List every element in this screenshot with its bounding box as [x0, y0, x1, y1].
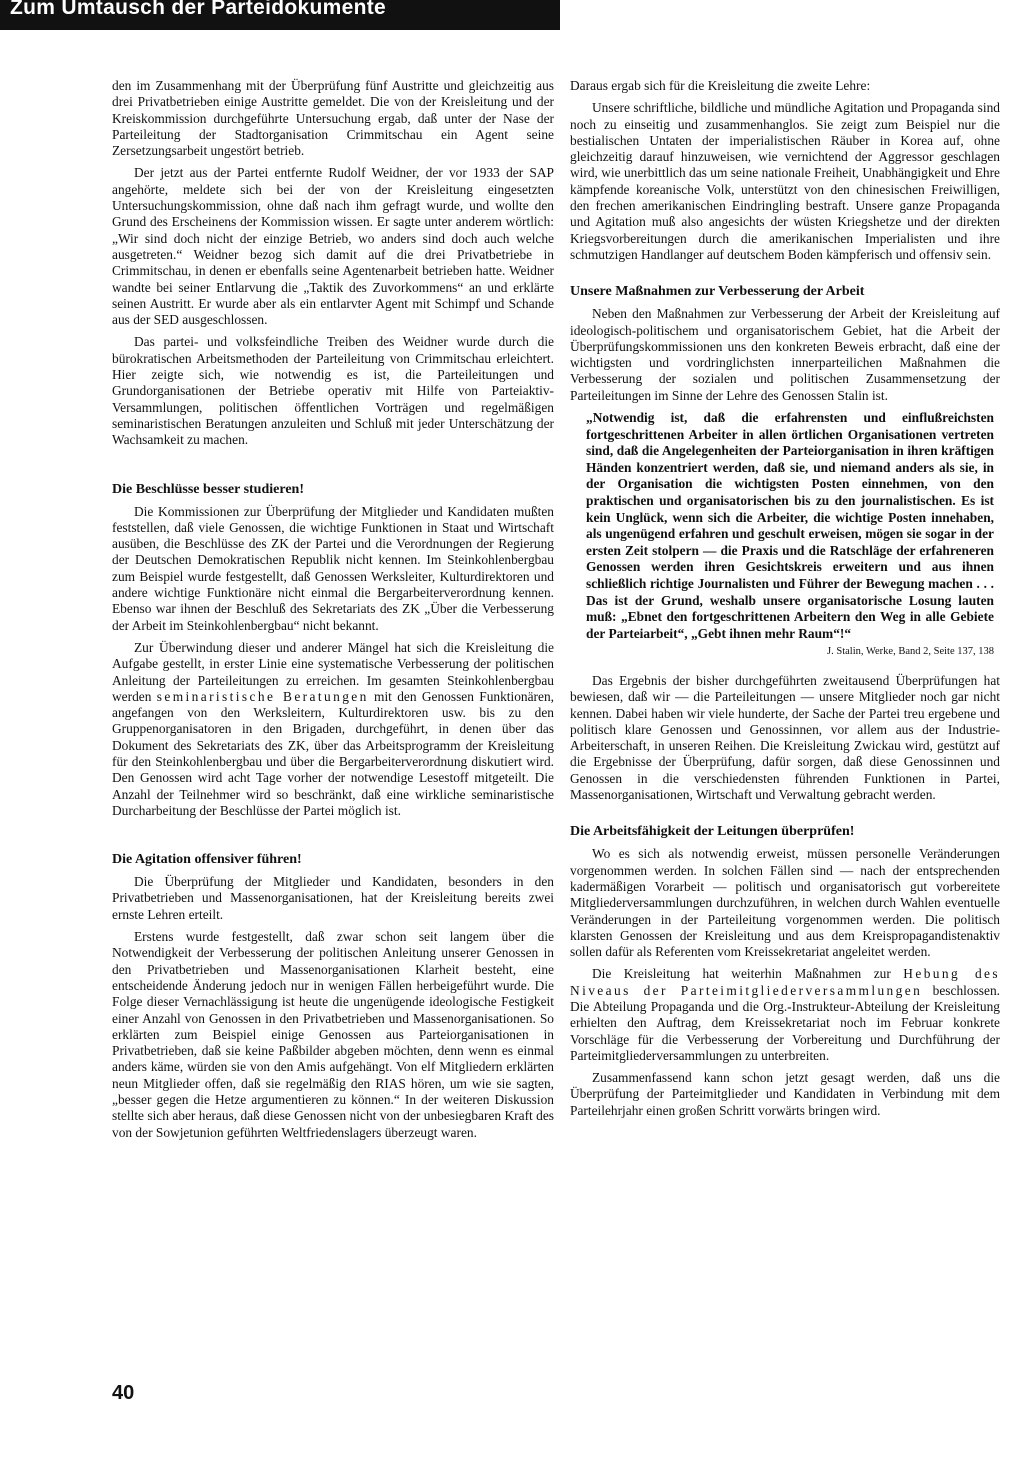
paragraph: Wo es sich als notwendig erweist, müssen personelle Veränderungen vorgenommen werden. In solchen Fällen sind — nach der entsprechenden kadermäßigen Vorarbeit — politisch und organisatorisch gut vorbereitete Mitgliederversammlungen durchzuführen, in welchen durch Wahlen eventuelle Veränderungen in der Parteileitung vorgenommen werden. Die politisch klarsten Genossen der Kreisleitung und aus dem Kreispropagandistenaktiv sollen dafür als Referenten vom Kreissekretariat angeleitet werden.	[570, 846, 1000, 960]
right-column	[570, 78, 1000, 1125]
left-column	[112, 78, 554, 1147]
spaced-emphasis: Hebung des Niveaus der Parteimitgliederversammlungen	[570, 966, 1001, 998]
paragraph: Erstens wurde festgestellt, daß zwar schon seit langem über die Notwendigkeit der Verbesserung der politischen Anleitung unserer Genossen in den Privatbetrieben und Massenorganisationen Klarheit besteht, eine entscheidende Änderung jedoch nur in wenigen Fällen herbeigeführt wurde. Die Folge dieser Vernachlässigung ist heute die ungenügende ideologische Festigkeit einer Anzahl von Genossen in den Privatbetrieben und Massenorganisationen. So erklärten zum Beispiel einige Genossen aus Parteiorganisationen in Privatbetrieben, daß sie keine Paßbilder abgeben möchten, denn wenn es einmal anders käme, würden sie von den Amis aufgehängt. Von elf Mitgliedern erklärten neun Mitglieder offen, daß sie regelmäßig den RIAS hören, um wie sie sagten, „besser gegen die Hetze argumentieren zu können.“ In der weiteren Diskussion stellte sich aber heraus, daß diese Genossen nicht von der unbesiegbaren Kraft des von der Sowjetunion geführten Weltfriedenslagers überzeugt waren.	[112, 929, 554, 1140]
paragraph: den im Zusammenhang mit der Überprüfung fünf Austritte und gleichzeitig aus drei Privatbetrieben einige Austritte gemeldet. Die von der Kreisleitung und der Kreiskommission durchgeführte Untersuchung ergab, daß unter der Nase der Parteileitung der Stadtorganisation Crimmitschau ein Agent seine Zersetzungsarbeit ungestört betrieb.	[112, 78, 554, 159]
header-bar	[0, 0, 560, 30]
paragraph: Daraus ergab sich für die Kreisleitung die zweite Lehre:	[570, 78, 871, 93]
page-header-title: Zum Umtausch der Parteidokumente	[10, 0, 387, 19]
paragraph: Unsere schriftliche, bildliche und mündliche Agitation und Propaganda sind noch zu einseitig und zusammenhanglos. Sie zeigt zum Beispiel nur die bestialischen Untaten der imperialistischen Räuber in Korea auf, ohne gleichzeitig darauf hinzuweisen, wie vernichtend der Aggressor geschlagen wird, wie unerbittlich das um seine nationale Freiheit, Unabhängigkeit und Ehre kämpfende koreanische Volk, unterstützt von den chinesischen Freiwilligen, den frechen amerikanischen Eindringling bestraft. Unsere ganze Propaganda und Agitation muß also angesichts der wüsten Kriegshetze und der direkten Kriegsvorbereitungen durch die amerikanischen Imperialisten und ihre schmutzigen Handlanger auf deutschem Boden kämpferisch und offensiv sein.	[570, 100, 1000, 262]
paragraph: Die Überprüfung der Mitglieder und Kandidaten, besonders in den Privatbetrieben und Massenorganisationen, hat der Kreisleitung bereits zwei ernste Lehren erteilt.	[112, 874, 554, 922]
section-heading: Unsere Maßnahmen zur Verbesserung der Arbeit	[570, 284, 865, 300]
quote-source: J. Stalin, Werke, Band 2, Seite 137, 138	[827, 646, 994, 658]
paragraph: Neben den Maßnahmen zur Verbesserung der Arbeit der Kreisleitung auf ideologisch-politischem und organisatorischem Gebiet, hat die Arbeit der Überprüfungskommissionen uns den konkreten Beweis erbracht, daß eine der wichtigsten und vordringlichsten innerparteilichen Maßnahmen die Verbesserung der sozialen und politischen Zusammensetzung der Parteileitungen im Sinne der Lehre des Genossen Stalin ist.	[570, 306, 1000, 403]
paragraph: Zusammenfassend kann schon jetzt gesagt werden, daß uns die Überprüfung der Parteimitglieder und Kandidaten in Verbindung mit dem Parteilehrjahr einen großen Schritt vorwärts bringen wird.	[570, 1070, 1000, 1118]
paragraph: Zur Überwindung dieser und anderer Mängel hat sich die Kreisleitung die Aufgabe gestellt, in erster Linie eine systematische Verbesserung der politischen Anleitung der Parteileitungen zu erreichen. Im gesamten Steinkohlenbergbau werden seminaristische Beratungen mit den Genossen Funktionären, angefangen von den Werksleitern, Kulturdirektoren usw. bis zu den Gruppenorganisatoren in den Brigaden, durchgeführt, in denen über das Dokument des Sekretariats des ZK, über das Arbeitsprogramm der Kreisleitung für den Steinkohlenbergbau und über die Bergarbeiterverordnung diskutiert wird. Den Genossen wird acht Tage vorher der notwendige Lesestoff mitgeteilt. Die Anzahl der Teilnehmer wird so beschränkt, daß eine wirkliche seminaristische Durcharbeitung der Beschlüsse der Partei möglich ist.	[112, 639, 554, 818]
section-heading: Die Agitation offensiver führen!	[112, 852, 302, 868]
page-number: 40	[112, 1382, 135, 1404]
paragraph: Die Kreisleitung hat weiterhin Maßnahmen zur Hebung des Niveaus der Parteimitgliederversammlungen beschlossen. Die Abteilung Propaganda und die Org.-Instrukteur-Abteilung der Kreisleitung erhielten den Auftrag, dem Kreissekretariat noch im Februar konkrete Vorschläge für die Verbesserung der Vorbereitung und Durchführung der Parteimitgliederversammlungen zu unterbreiten.	[570, 966, 1001, 1063]
paragraph: Das Ergebnis der bisher durchgeführten zweitausend Überprüfungen hat bewiesen, daß wir — die Parteileitungen — unsere Mitglieder noch gar nicht kennen. Dabei haben wir viele hunderte, der Sache der Partei treu ergebene und politisch klare Genossen und Genossinnen, vor allem aus der Industrie-Arbeiterschaft, in unseren Reihen. Die Kreisleitung Zwickau wird, gestützt auf die Ergebnisse der Überprüfung, dafür sorgen, daß diese Genossinnen und Genossen in die verschiedensten führenden Funktionen in Partei, Massenorganisationen, Wirtschaft und Verwaltung gebracht werden.	[570, 672, 1000, 803]
paragraph: Der jetzt aus der Partei entfernte Rudolf Weidner, der vor 1933 der SAP angehörte, meldete sich bei der von der Kreisleitung eingesetzten Untersuchungskommission, ohne daß nach ihm gefragt wurde, und wollte den Grund des Erscheinens der Kommission wissen. Er sagte unter anderem wörtlich: „Wir sind doch nicht der einzige Betrieb, wo anders sind doch auch welche ausgetreten.“ Weidner bezog sich damit auf die drei Privatbetriebe in Crimmitschau, in denen er ebenfalls seine Agentenarbeit betrieben hatte. Weidner wandte bei seiner Entlarvung die „Taktik des Zuvorkommens“ an und erklärte seinen Austritt. Er wurde aber als ein entlarvter Agent mit Schimpf und Schande aus der SED ausgeschlossen.	[112, 165, 554, 328]
section-heading: Die Arbeitsfähigkeit der Leitungen überprüfen!	[570, 824, 855, 840]
quote-text: „Notwendig ist, daß die erfahrensten und einflußreichsten fortgeschrittenen Arbeiter in allen örtlichen Organisationen vertreten sind, daß die Angelegenheiten der Parteiorganisation in ihren kräftigen Händen konzentriert werden, daß sie, und niemand anders als sie, in der Organisation die wichtigsten Posten einnehmen, von den praktischen und organisatorischen bis zu den journalistischen. Es ist kein Unglück, wenn sich die Arbeiter, die wichtige Posten innehaben, als ungenügend erfahren und geschult erweisen, mögen sie sogar in der ersten Zeit stolpern — die Praxis und die Ratschläge der erfahreneren Genossen werden ihren Gesichtskreis erweitern und aus ihnen schließlich richtige Journalisten und Führer der Bewegung machen . . . Das ist der Grund, weshalb unsere organisatorische Losung lauten muß: „Ebnet den fortgeschrittenen Arbeitern den Weg in alle Gebiete der Parteiarbeit“, „Gebt ihnen mehr Raum“!“	[586, 410, 994, 641]
spaced-emphasis: seminaristische Beratungen	[156, 688, 369, 704]
section-heading: Die Beschlüsse besser studieren!	[112, 481, 304, 497]
paragraph: Das partei- und volksfeindliche Treiben des Weidner wurde durch die bürokratischen Arbeitsmethoden der Parteileitung von Crimmitschau erleichtert. Hier zeigte sich, wie notwendig es ist, die Parteileitungen und Grundorganisationen der Betriebe operativ mit Hilfe von Parteiaktiv-Versammlungen, politischen öffentlichen Vorträgen und regelmäßigen seminaristischen Beratungen anzuleiten und Schluß mit jeder Unterschätzung der Wachsamkeit zu machen.	[112, 334, 554, 448]
paragraph: Die Kommissionen zur Überprüfung der Mitglieder und Kandidaten mußten feststellen, daß viele Genossen, die wichtige Funktionen in Staat und Wirtschaft ausüben, die Beschlüsse des ZK der Partei und die Verordnungen der Regierung der Deutschen Demokratischen Republik nicht kennen. Im Steinkohlenbergbau zum Beispiel wurde festgestellt, daß Genossen Werksleiter, Kulturdirektoren und andere wichtige Funktionäre nicht einmal die Bergarbeiterverordnung kennen. Ebenso war ihnen der Beschluß des Sekretariats des ZK „Über die Verbesserung der Arbeit im Steinkohlenbergbau“ nicht bekannt.	[112, 503, 554, 633]
stalin-quote	[586, 410, 994, 661]
